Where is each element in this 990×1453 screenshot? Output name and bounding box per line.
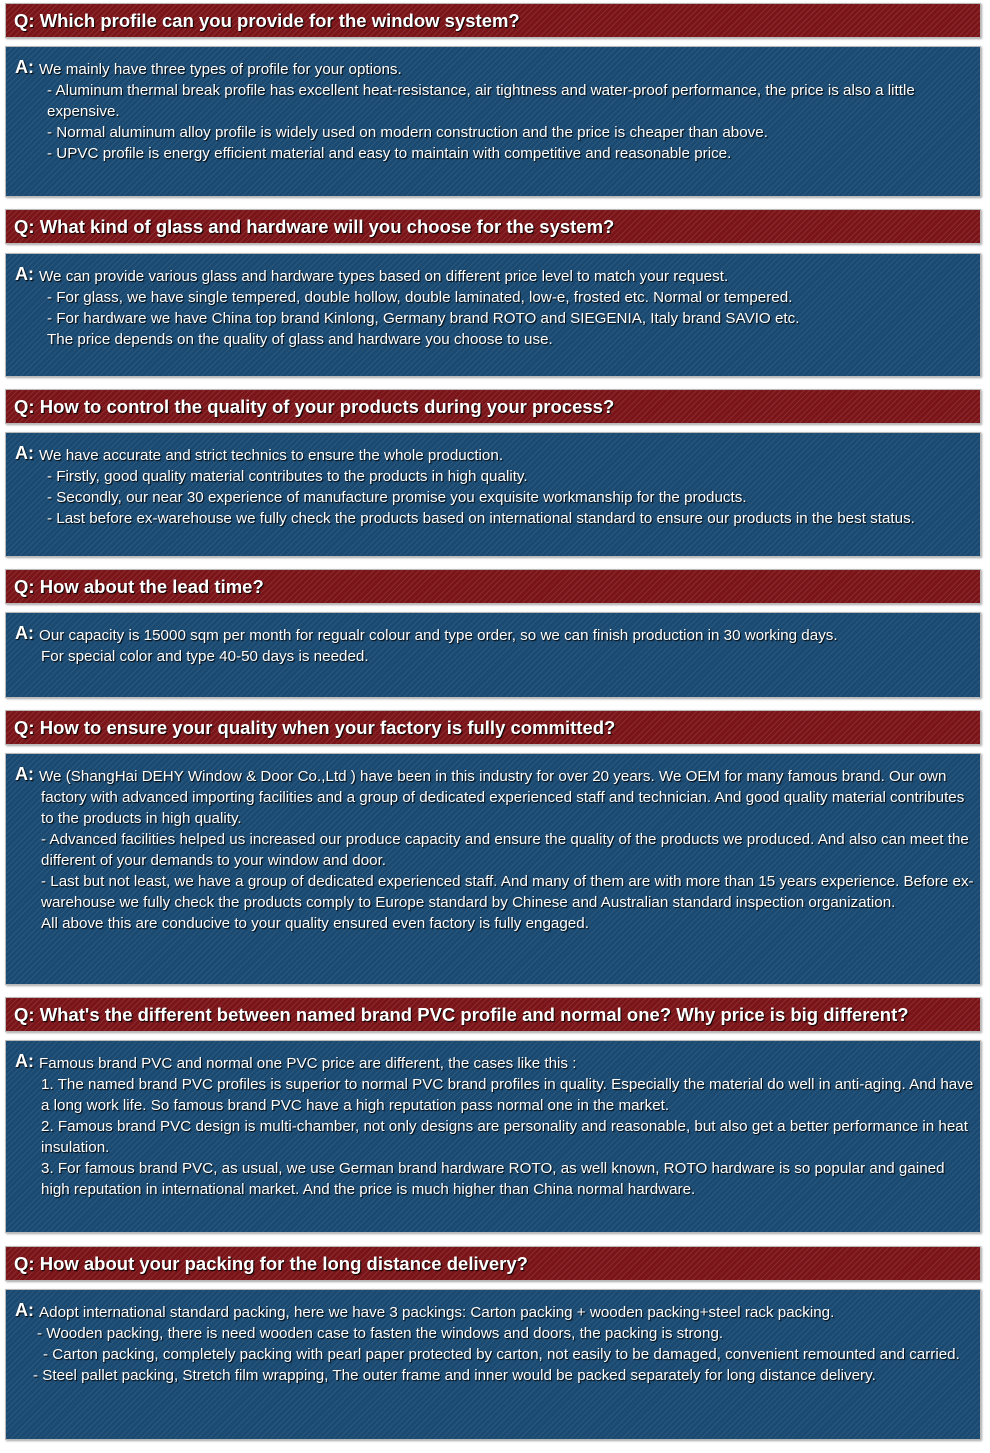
question-text: How to ensure your quality when your factory is fully committed? xyxy=(39,716,616,738)
answer-box-4 xyxy=(5,612,981,698)
question-bar-5 xyxy=(5,710,981,745)
answer-line: 2. Famous brand PVC design is multi-chamber, not only designs are personality and reasonable, but also get a better performance in heat insulation. xyxy=(41,1118,968,1156)
answer-line: 1. The named brand PVC profiles is superior to normal PVC brand profiles in quality. Especially the material do well in anti-aging. And have a long work life. So famous brand PVC have a high reputation pass normal one in the market. xyxy=(41,1076,974,1114)
answer-line: Our capacity is 15000 sqm per month for regualr colour and type order, so we can finish production in 30 working days. xyxy=(39,627,838,644)
answer-line: All above this are conducive to your quality ensured even factory is fully engaged. xyxy=(41,915,589,932)
question-bar-6 xyxy=(5,997,981,1032)
question-bar-2 xyxy=(5,209,981,244)
question-prefix: Q: xyxy=(14,395,35,417)
question-text: Which profile can you provide for the window system? xyxy=(39,9,520,31)
question-prefix: Q: xyxy=(14,716,35,738)
question-text: How about the lead time? xyxy=(39,575,264,597)
question-prefix: Q: xyxy=(14,575,35,597)
answer-line: - Aluminum thermal break profile has excellent heat-resistance, air tightness and water-proof performance, the price is also a little expensive. xyxy=(47,82,915,120)
answer-prefix: A: xyxy=(15,764,34,784)
answer-line: - Advanced facilities helped us increased our produce capacity and ensure the quality of the products we produced. And also can meet the different of your demands to your window and door. xyxy=(41,831,969,869)
answer-prefix: A: xyxy=(15,1051,34,1071)
answer-box-5 xyxy=(5,753,981,985)
answer-line: - Normal aluminum alloy profile is widely used on modern construction and the price is cheaper than above. xyxy=(47,124,768,141)
answer-line: - Last but not least, we have a group of dedicated experienced staff. And many of them are with more than 15 years experience. Before ex-warehouse we fully check the products comply to Europe standard by Chinese and Australian standard inspection organization. xyxy=(41,873,974,911)
answer-prefix: A: xyxy=(15,623,34,643)
answer-line: 3. For famous brand PVC, as usual, we use German brand hardware ROTO, as well known, ROTO hardware is so popular and gained high reputation in international market. And the price is much higher than China normal hardware. xyxy=(41,1160,945,1198)
answer-line: - Carton packing, completely packing with pearl paper protected by carton, not easily to be damaged, convenient remounted and carried. xyxy=(43,1346,960,1363)
answer-line: We (ShangHai DEHY Window & Door Co.,Ltd ) have been in this industry for over 20 years. We OEM for many famous brand. Our own factory with advanced importing facilities and a group of dedicated experienced staff and technician. And good quality material contributes to the products in high quality. xyxy=(39,768,965,827)
answer-prefix: A: xyxy=(15,264,34,284)
question-bar-4 xyxy=(5,569,981,604)
question-bar-7 xyxy=(5,1246,981,1281)
answer-line: - Firstly, good quality material contributes to the products in high quality. xyxy=(47,468,528,485)
answer-box-1 xyxy=(5,46,981,197)
answer-box-3 xyxy=(5,432,981,557)
answer-line: For special color and type 40-50 days is needed. xyxy=(41,648,369,665)
answer-box-2 xyxy=(5,253,981,377)
answer-prefix: A: xyxy=(15,443,34,463)
answer-line: We have accurate and strict technics to ensure the whole production. xyxy=(39,447,504,464)
answer-line: - Steel pallet packing, Stretch film wrapping, The outer frame and inner would be packed separately for long distance delivery. xyxy=(33,1367,876,1384)
answer-prefix: A: xyxy=(15,57,34,77)
answer-line: - Secondly, our near 30 experience of manufacture promise you exquisite workmanship for the products. xyxy=(47,489,747,506)
answer-line: - For glass, we have single tempered, double hollow, double laminated, low-e, frosted etc. Normal or tempered. xyxy=(47,289,793,306)
answer-line: We can provide various glass and hardware types based on different price level to match your request. xyxy=(39,268,729,285)
answer-line: Famous brand PVC and normal one PVC price are different, the cases like this : xyxy=(39,1055,577,1072)
answer-line: - Last before ex-warehouse we fully check the products based on international standard to ensure our products in the best status. xyxy=(47,510,915,527)
answer-line: - For hardware we have China top brand Kinlong, Germany brand ROTO and SIEGENIA, Italy brand SAVIO etc. xyxy=(47,310,800,327)
question-text: How to control the quality of your products during your process? xyxy=(39,395,615,417)
answer-line: - Wooden packing, there is need wooden case to fasten the windows and doors, the packing is strong. xyxy=(37,1325,724,1342)
question-bar-1 xyxy=(5,3,981,38)
answer-line: The price depends on the quality of glass and hardware you choose to use. xyxy=(47,331,553,348)
answer-line: Adopt international standard packing, here we have 3 packings: Carton packing + wooden packing+steel rack packing. xyxy=(39,1304,835,1321)
question-text: How about your packing for the long distance delivery? xyxy=(39,1252,528,1274)
question-prefix: Q: xyxy=(14,215,35,237)
answer-prefix: A: xyxy=(15,1300,34,1320)
question-bar-3 xyxy=(5,389,981,424)
question-text: What's the different between named brand PVC profile and normal one? Why price is big different? xyxy=(39,1003,909,1025)
answer-line: We mainly have three types of profile for your options. xyxy=(39,61,402,78)
answer-line: - UPVC profile is energy efficient material and easy to maintain with competitive and reasonable price. xyxy=(47,145,732,162)
question-prefix: Q: xyxy=(14,9,35,31)
question-text: What kind of glass and hardware will you choose for the system? xyxy=(39,215,615,237)
question-prefix: Q: xyxy=(14,1003,35,1025)
answer-box-7 xyxy=(5,1289,981,1440)
answer-box-6 xyxy=(5,1040,981,1233)
question-prefix: Q: xyxy=(14,1252,35,1274)
